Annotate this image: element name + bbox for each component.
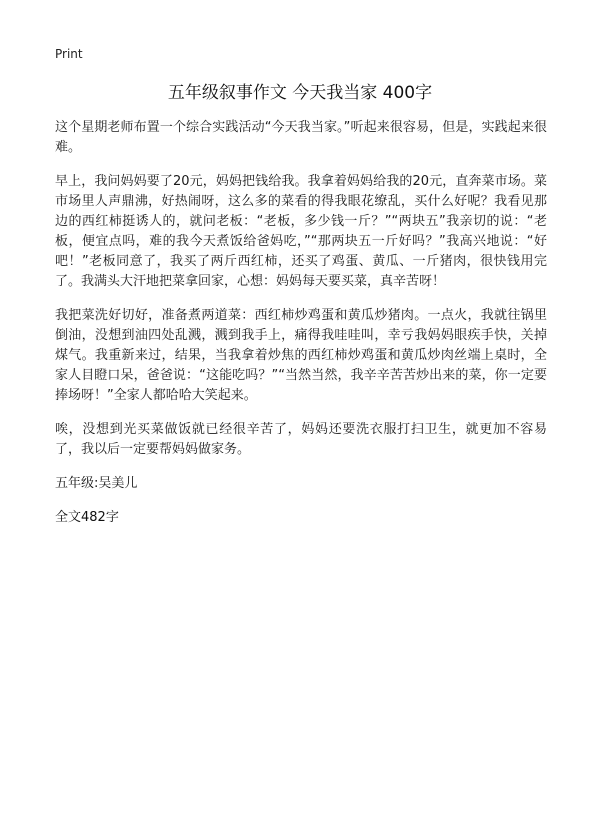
author-line: 五年级:吴美儿 (55, 476, 138, 491)
article-title: 五年级叙事作文 今天我当家 400字 (167, 83, 433, 103)
word-count: 全文482字 (55, 510, 119, 525)
article-body (55, 118, 547, 528)
print-link[interactable]: Print (55, 47, 83, 61)
article-paragraph: 这个星期老师布置一个综合实践活动“今天我当家。”听起来很容易，但是，实践起来很难。 (55, 120, 547, 155)
article-paragraph: 早上，我问妈妈要了20元，妈妈把钱给我。我拿着妈妈给我的20元，直奔菜市场。菜市场里人声鼎沸，好热闹呀，这么多的菜看的得我眼花缭乱，买什么好呢？我看见那边的西红柿挺诱人的，就问老板：“老板，多少钱一斤？”“两块五”我亲切的说：“老板，便宜点吗，难的我今天煮饭给爸妈吃，”“那两块五一斤好吗？”我高兴地说：“好吧！”老板同意了，我买了两斤西红柿，还买了鸡蛋、黄瓜、一斤猪肉，很快钱用完了。我满头大汗地把菜拿回家，心想：妈妈每天要买菜，真辛苦呀！ (55, 174, 547, 289)
article-paragraph: 唉，没想到光买菜做饭就已经很辛苦了，妈妈还要洗衣服打扫卫生，就更加不容易了，我以后一定要帮妈妈做家务。 (55, 422, 547, 457)
article-paragraph: 我把菜洗好切好，准备煮两道菜：西红柿炒鸡蛋和黄瓜炒猪肉。一点火，我就往锅里倒油，没想到油四处乱溅，溅到我手上，痛得我哇哇叫，幸亏我妈妈眼疾手快，关掉煤气。我重新来过，结果，当我拿着炒焦的西红柿炒鸡蛋和黄瓜炒肉丝端上桌时，全家人目瞪口呆，爸爸说：“这能吃吗？”“当然当然，我辛辛苦苦炒出来的菜，你一定要捧场呀！”全家人都哈哈大笑起来。 (55, 308, 547, 403)
